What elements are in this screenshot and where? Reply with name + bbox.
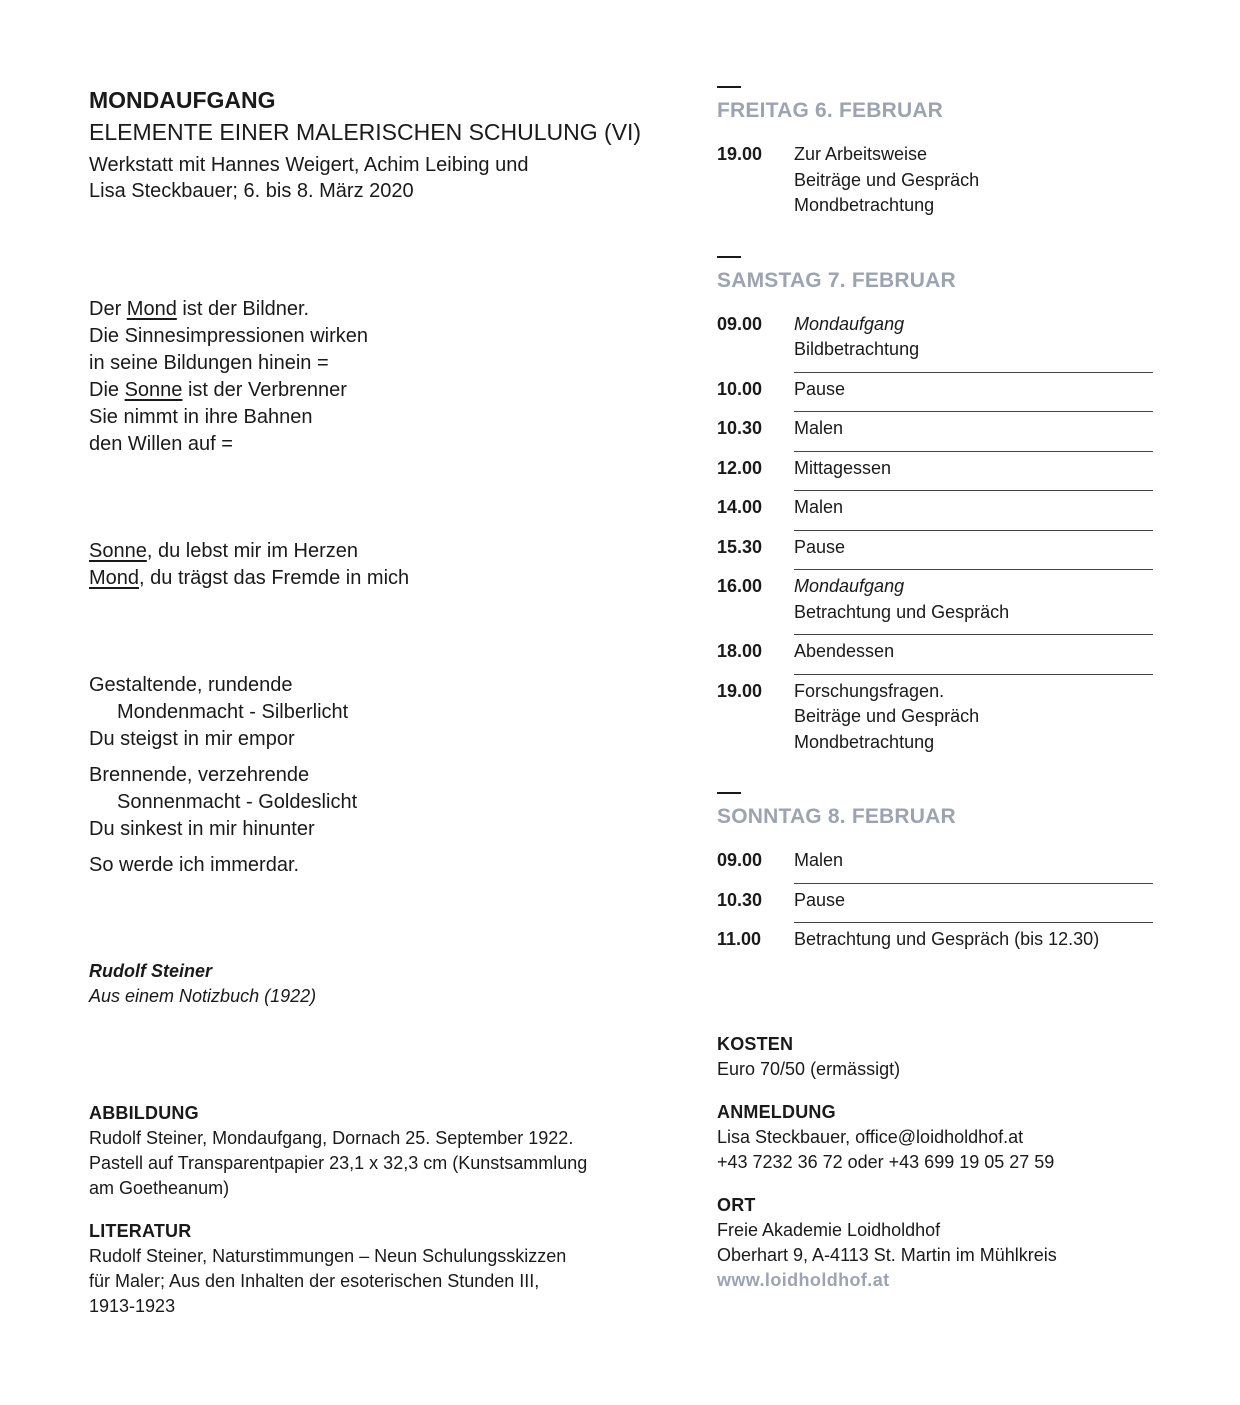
schedule-activity: Mittagessen: [794, 452, 1153, 492]
literatur-text: Rudolf Steiner, Naturstimmungen – Neun Schulungsskizzen: [89, 1246, 567, 1266]
underlined-word: Sonne: [124, 379, 183, 401]
left-column: [89, 86, 649, 1319]
schedule-row: [717, 675, 1153, 765]
schedule-activity: Abendessen: [794, 635, 1153, 675]
ort-heading: ORT: [717, 1194, 756, 1215]
poem-stanza-2: [89, 538, 649, 592]
poem-stanza-1: [89, 296, 649, 458]
schedule-row: [717, 452, 1153, 492]
schedule-row: [717, 570, 1153, 635]
right-column: [717, 86, 1153, 1293]
kosten-section: [717, 1032, 1153, 1082]
website-link[interactable]: www.loidholdhof.at: [717, 1269, 890, 1290]
underlined-word: Mond: [89, 567, 140, 589]
schedule-row: [717, 373, 1153, 413]
intro-line: Werkstatt mit Hannes Weigert, Achim Leibing und: [89, 154, 529, 176]
poem-line: Du sinkest in mir hinunter: [89, 818, 315, 840]
ort-address: Oberhart 9, A-4113 St. Martin im Mühlkreis: [717, 1244, 1057, 1265]
poem-author: Rudolf Steiner: [89, 961, 213, 981]
schedule-row: [717, 412, 1153, 452]
divider-dash: [717, 256, 741, 258]
intro-line: Lisa Steckbauer; 6. bis 8. März 2020: [89, 180, 414, 202]
underlined-word: Mond: [126, 298, 177, 320]
schedule-activity: Malen: [794, 491, 1153, 531]
schedule-list: [717, 308, 1153, 765]
schedule-row: [717, 923, 1153, 962]
schedule-time: 19.00: [717, 144, 763, 164]
schedule-time: 10.00: [717, 378, 763, 399]
day-heading: SAMSTAG 7. FEBRUAR: [717, 268, 956, 292]
divider-dash: [717, 792, 741, 794]
day-section-sunday: [717, 792, 1153, 962]
schedule-time: 15.30: [717, 536, 763, 557]
literatur-section: [89, 1219, 649, 1319]
day-section-friday: [717, 86, 1153, 228]
poem-line: Du steigst in mir empor: [89, 728, 295, 750]
schedule-row: [717, 138, 1153, 228]
poem-line: Mond, du trägst das Fremde in mich: [89, 567, 410, 589]
schedule-list: [717, 844, 1153, 962]
kosten-heading: KOSTEN: [717, 1033, 794, 1054]
literatur-text: für Maler; Aus den Inhalten der esoterischen Stunden III,: [89, 1271, 540, 1291]
anmeldung-section: [717, 1100, 1153, 1175]
schedule-time: 19.00: [717, 680, 763, 701]
schedule-activity: Mondaufgang Betrachtung und Gespräch: [794, 570, 1153, 635]
schedule-time: 16.00: [717, 576, 763, 596]
poem-line: in seine Bildungen hinein =: [89, 352, 329, 374]
schedule-time: 10.30: [717, 889, 763, 910]
schedule-activity: Pause: [794, 531, 1153, 571]
abbildung-text: Rudolf Steiner, Mondaufgang, Dornach 25. September 1922.: [89, 1128, 574, 1148]
poem-line: Sonne, du lebst mir im Herzen: [89, 540, 359, 562]
schedule-row: [717, 308, 1153, 373]
abbildung-section: [89, 1101, 649, 1201]
underlined-word: Sonne: [89, 540, 147, 562]
anmeldung-contact: Lisa Steckbauer, office@loidholdhof.at: [717, 1126, 1024, 1147]
poem-stanza-3: [89, 672, 649, 879]
abbildung-text: am Goetheanum): [89, 1178, 230, 1198]
schedule-time: 09.00: [717, 313, 763, 334]
poem-attribution: [89, 959, 649, 1009]
day-heading: SONNTAG 8. FEBRUAR: [717, 805, 956, 828]
schedule-row: [717, 491, 1153, 531]
schedule-time: 09.00: [717, 850, 763, 870]
schedule-row: [717, 635, 1153, 675]
schedule-activity: Betrachtung und Gespräch (bis 12.30): [794, 929, 1100, 949]
schedule-activity: Pause: [794, 373, 1153, 413]
schedule-row: [717, 531, 1153, 571]
literatur-heading: LITERATUR: [89, 1221, 192, 1241]
schedule-time: 14.00: [717, 497, 763, 517]
schedule-activity: Malen: [794, 412, 1153, 452]
schedule-row: [717, 844, 1153, 884]
page-title: MONDAUFGANG: [89, 87, 276, 113]
poem-source: Aus einem Notizbuch (1922): [89, 986, 317, 1006]
poem-line: Sie nimmt in ihre Bahnen: [89, 406, 313, 428]
page-subtitle: ELEMENTE EINER MALERISCHEN SCHULUNG (VI): [89, 119, 642, 145]
poem-line: Die Sonne ist der Verbrenner: [89, 379, 347, 401]
schedule-time: 18.00: [717, 641, 763, 661]
literatur-text: 1913-1923: [89, 1296, 176, 1316]
schedule-activity: Mondaufgang Bildbetrachtung: [794, 308, 1153, 373]
anmeldung-phone: +43 7232 36 72 oder +43 699 19 05 27 59: [717, 1151, 1055, 1172]
schedule-time: 11.00: [717, 929, 762, 949]
poem-line: Mondenmacht - Silberlicht: [117, 701, 349, 723]
ort-section: [717, 1193, 1153, 1293]
schedule-row: [717, 884, 1153, 924]
schedule-activity: Forschungsfragen. Beiträge und Gespräch Mondbetrachtung: [794, 680, 980, 752]
poem-line: Der Mond ist der Bildner.: [89, 298, 310, 320]
workshop-intro: [89, 152, 649, 204]
day-section-saturday: [717, 256, 1153, 765]
poem-line: So werde ich immerdar.: [89, 854, 300, 876]
abbildung-text: Pastell auf Transparentpapier 23,1 x 32,3 cm (Kunstsammlung: [89, 1153, 588, 1173]
abbildung-heading: ABBILDUNG: [89, 1103, 199, 1123]
poem-line: Die Sinnesimpressionen wirken: [89, 325, 369, 347]
poem-line: Brennende, verzehrende: [89, 764, 310, 786]
poem-line: Gestaltende, rundende: [89, 674, 293, 696]
ort-name: Freie Akademie Loidholdhof: [717, 1219, 941, 1240]
schedule-activity: Pause: [794, 884, 1153, 924]
schedule-list: [717, 138, 1153, 228]
kosten-text: Euro 70/50 (ermässigt): [717, 1058, 901, 1079]
day-heading: FREITAG 6. FEBRUAR: [717, 99, 944, 122]
schedule-time: 10.30: [717, 418, 763, 438]
anmeldung-heading: ANMELDUNG: [717, 1101, 836, 1122]
schedule-time: 12.00: [717, 457, 763, 478]
poem-line: Sonnenmacht - Goldeslicht: [117, 791, 358, 813]
schedule-activity: Malen: [794, 844, 1153, 884]
divider-dash: [717, 86, 741, 88]
schedule-activity: Zur Arbeitsweise Beiträge und Gespräch Mondbetrachtung: [794, 144, 980, 215]
poem-line: den Willen auf =: [89, 433, 233, 455]
